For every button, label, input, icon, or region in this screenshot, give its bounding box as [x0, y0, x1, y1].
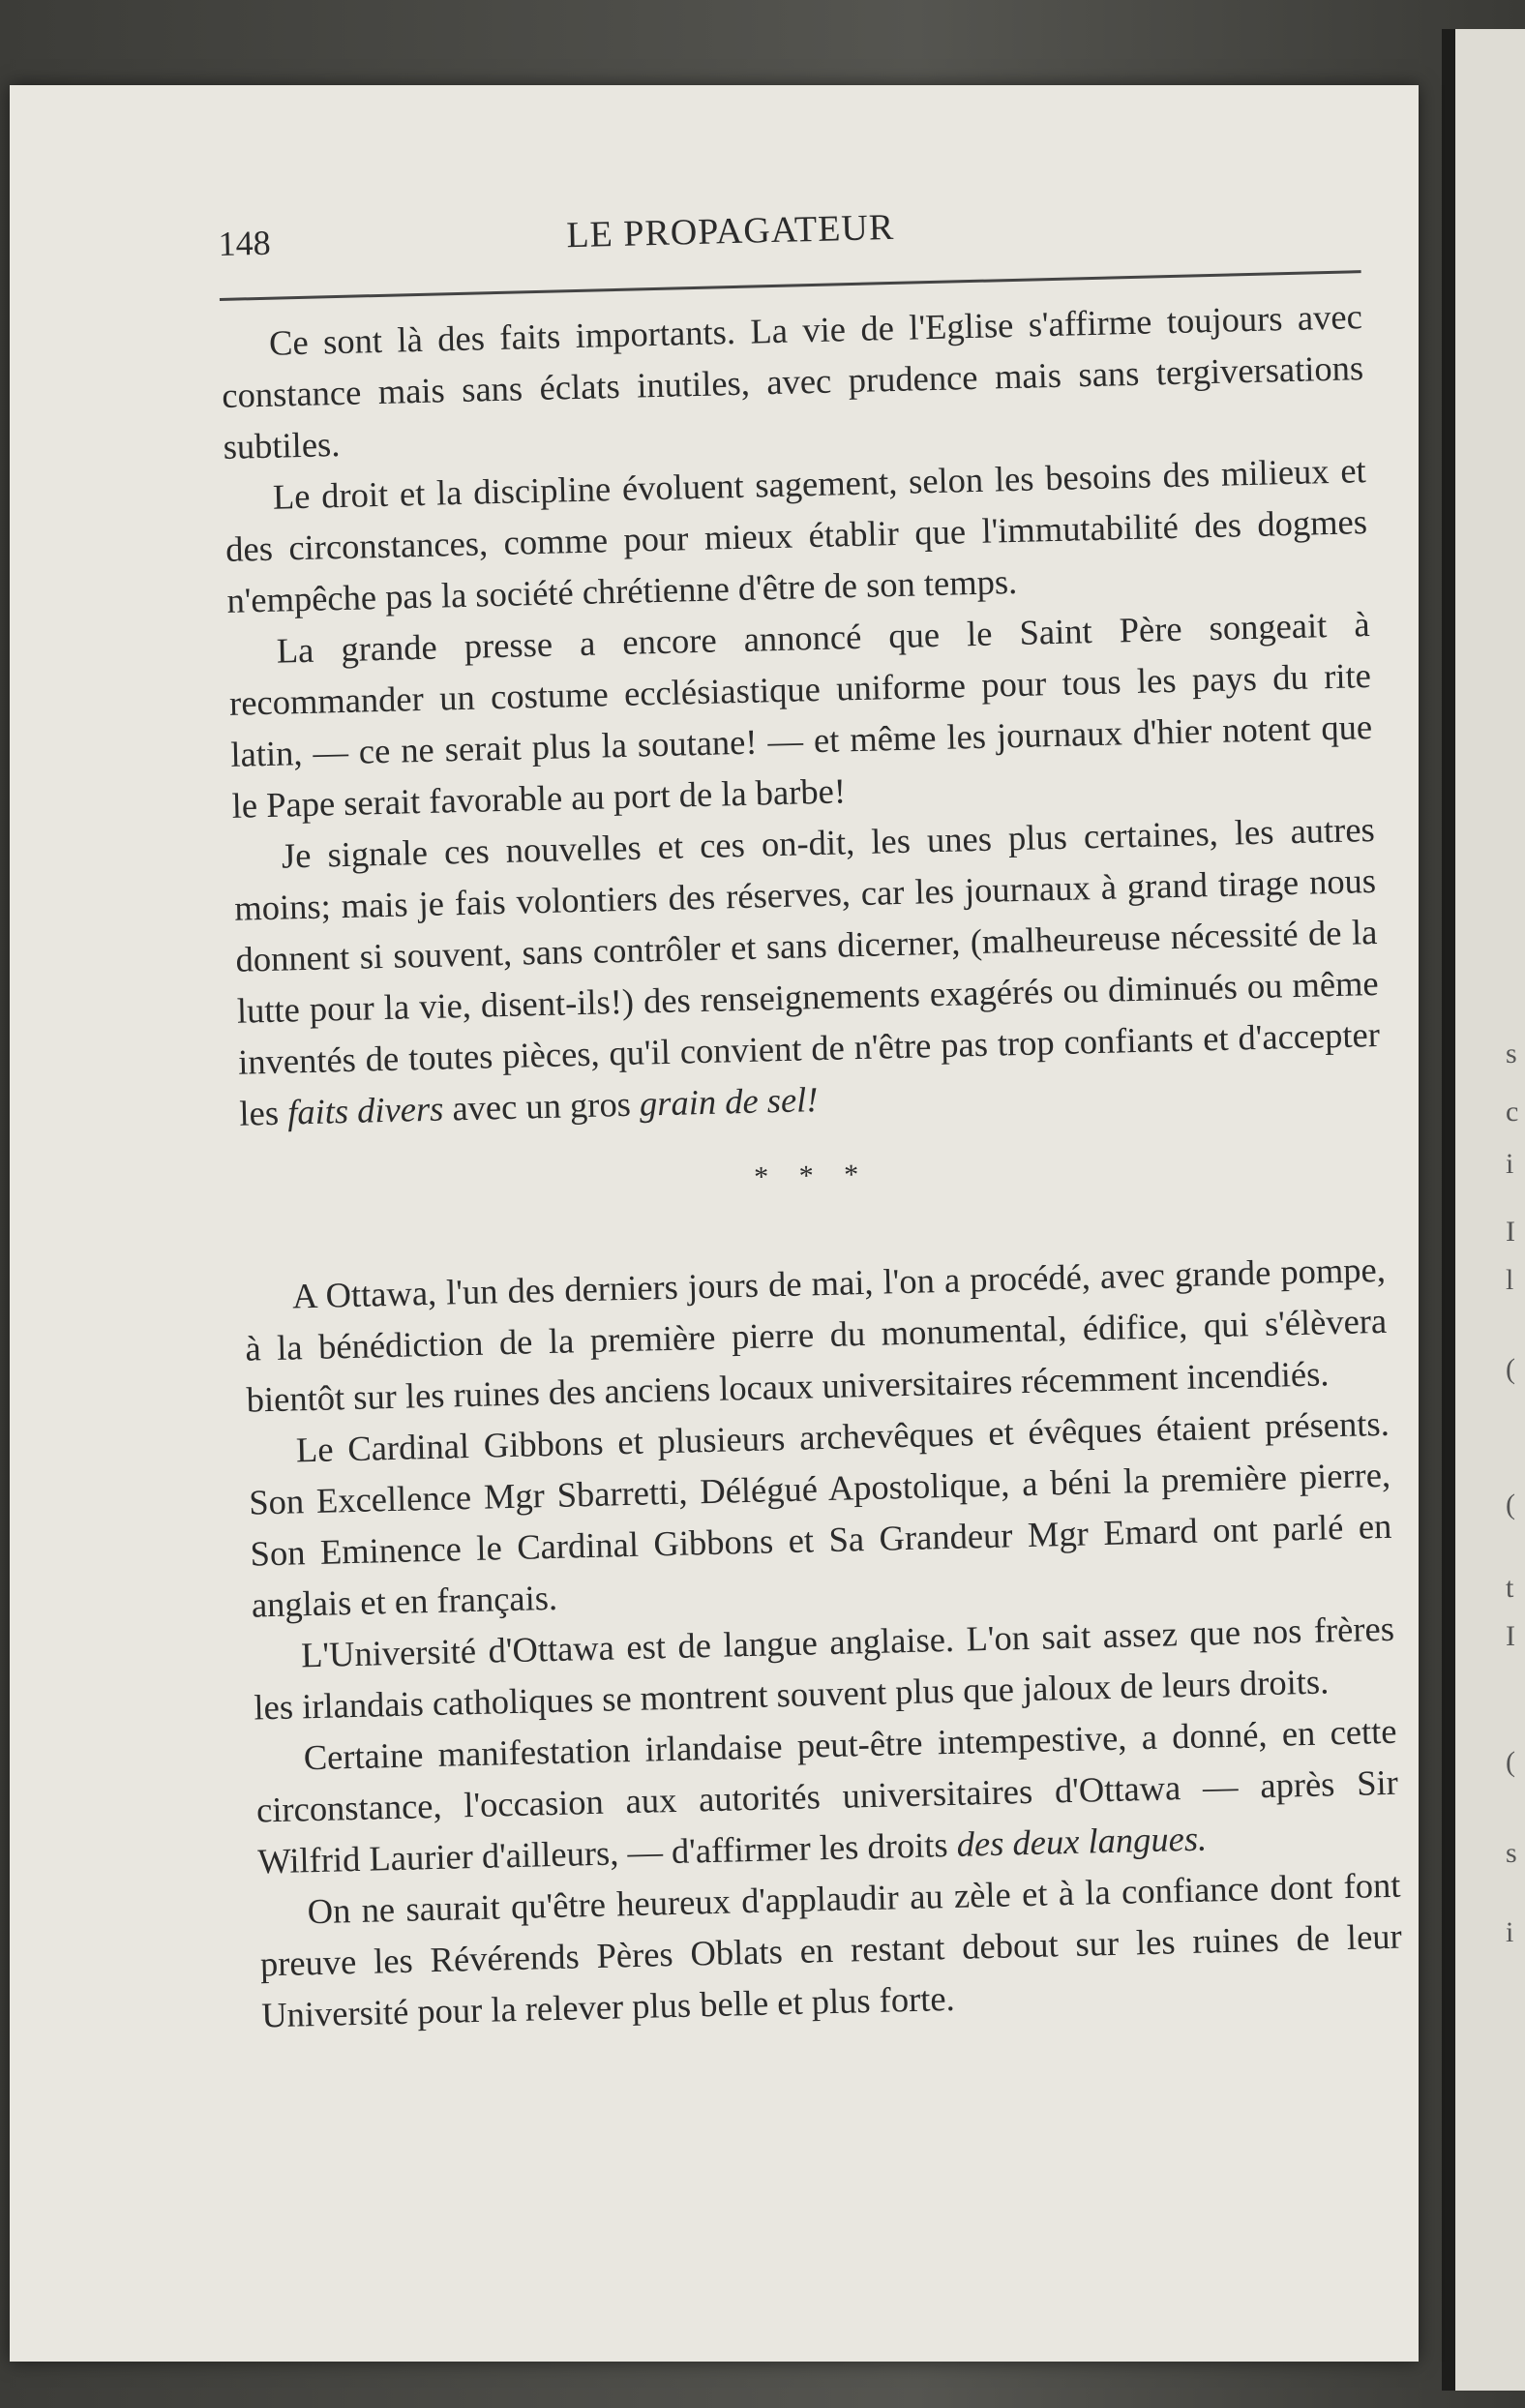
next-page-fragment: ( — [1506, 1489, 1515, 1520]
next-page-fragment: I — [1506, 1216, 1515, 1248]
book-gutter — [1442, 29, 1455, 2391]
next-page-fragment: t — [1506, 1572, 1514, 1604]
paragraph: A Ottawa, l'un des derniers jours de mai, l'on a procédé, avec grande pompe, à la bénédiction de la première pierre du monumental, édifice, qui s'élèvera bientôt sur les ruines des anciens locaux universitaires récemment incendiés. — [244, 1249, 1388, 1420]
next-page-fragment: l — [1506, 1264, 1514, 1296]
page-number: 148 — [218, 223, 272, 263]
next-page-fragment: ( — [1506, 1353, 1515, 1385]
next-page-fragment: c — [1506, 1096, 1519, 1128]
paragraph-text: Certaine manifestation irlandaise peut-être intempestive, a donné, en cette circonstance, l'occasion aux autorités universitaires d'Ottawa — après Sir Wilfrid Laurier d'ailleurs, — d'affirmer les droits — [255, 1710, 1399, 1881]
italic-phrase: grain de sel! — [639, 1079, 819, 1124]
paragraph-text: avec un gros — [442, 1083, 641, 1129]
paragraph: Ce sont là des faits importants. La vie de l'Eglise s'affirme toujours avec constance mais sans éclats inutiles, avec prudence mais sans tergiversations subtiles. — [221, 296, 1364, 467]
italic-phrase: faits divers — [286, 1088, 444, 1132]
paragraph: Le Cardinal Gibbons et plusieurs archevêques et évêques étaient présents. Son Excellence Mgr Sbarretti, Délégué Apostolique, a béni la première pierre, Son Eminence le Cardinal Gibbons et Sa Grandeur Mgr Emard ont parlé en anglais et en français. — [248, 1402, 1392, 1625]
next-page-fragment: i — [1506, 1916, 1514, 1948]
paragraph-text: Je signale ces nouvelles et ces on-dit, les unes plus certaines, les autres moins; mais je fais volontiers des réserves, car les journaux à grand tirage nous donnent si souvent, sans contrôler et sans dicerner, (malheureuse nécessité de la lutte pour la vie, disent-ils!) des renseignements exagérés ou diminués ou même inventés de toutes pièces, qu'il convient de n'être pas trop confiants et d'accepter les — [233, 808, 1381, 1133]
next-page-edge — [1442, 29, 1525, 2391]
paragraph: La grande presse a encore annoncé que le Saint Père songeait à recommander un costume ecclésiastique uniforme pour tous les pays du rite latin, — ce ne serait plus la soutane! — et même les journaux d'hier notent que le Pape serait favorable au port de la barbe! — [228, 604, 1373, 826]
running-title: LE PROPAGATEUR — [565, 206, 895, 256]
italic-phrase: des deux langues. — [956, 1818, 1208, 1864]
next-page-fragment: I — [1506, 1620, 1515, 1652]
page-content — [218, 195, 1404, 2040]
next-page-fragment: s — [1506, 1837, 1517, 1869]
next-page-fragment: i — [1506, 1148, 1514, 1180]
section-separator: * * * — [753, 1158, 871, 1193]
paragraph: L'Université d'Ottawa est de langue anglaise. L'on sait assez que nos frères les irlandais catholiques se montrent souvent plus que jaloux de leurs droits. — [253, 1608, 1395, 1728]
paragraph: On ne saurait qu'être heureux d'applaudir au zèle et à la confiance dont font preuve les Révérends Pères Oblats en restant debout sur les ruines de leur Université pour la relever plus belle et plus forte. — [259, 1864, 1403, 2035]
paragraph — [254, 1705, 1400, 1887]
paragraph — [232, 803, 1381, 1139]
next-page-fragment: s — [1506, 1038, 1517, 1069]
paragraph: Le droit et la discipline évoluent sagement, selon les besoins des milieux et des circonstances, comme pour mieux établir que l'immutabilité des dogmes n'empêche pas la société chrétienne d'être de son temps. — [224, 450, 1368, 620]
article-body — [220, 290, 1403, 2040]
next-page-fragment: ( — [1506, 1746, 1515, 1778]
